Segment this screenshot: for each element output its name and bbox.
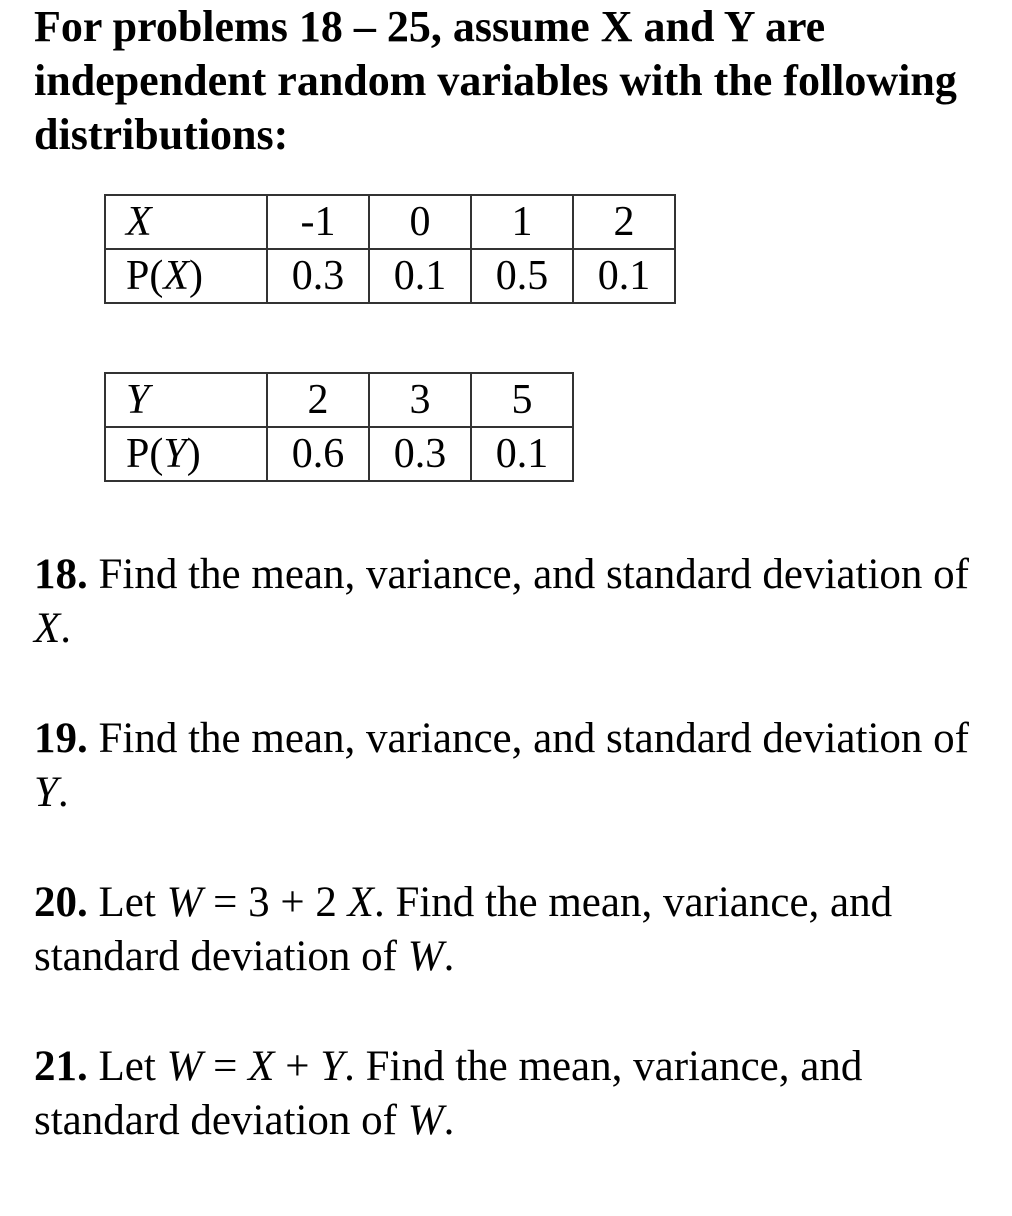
table-x-prob: 0.1	[573, 249, 675, 303]
math-variable: W	[166, 879, 203, 926]
problem-number: 20.	[34, 879, 88, 926]
problem-21	[34, 1040, 994, 1148]
table-x-var-label: X	[105, 195, 267, 249]
math-variable: Y	[34, 769, 58, 816]
problem-text: . Find the mean, variance, and standard deviation of	[34, 879, 893, 980]
table-x-probs-row	[105, 249, 675, 303]
table-y-var-label: Y	[105, 373, 267, 427]
table-x-value: 1	[471, 195, 573, 249]
problem-18	[34, 548, 994, 656]
prob-label-var: Y	[163, 431, 187, 477]
problem-text: =	[202, 1043, 249, 1090]
math-variable: W	[166, 1043, 203, 1090]
table-y-probs-row	[105, 427, 573, 481]
table-y-prob: 0.6	[267, 427, 369, 481]
table-y-value: 3	[369, 373, 471, 427]
problem-set-intro: For problems 18 – 25, assume X and Y are independent random variables with the following distributions:	[34, 2, 957, 159]
table-y-value: 2	[267, 373, 369, 427]
table-x-prob-label	[105, 249, 267, 303]
problem-19	[34, 712, 994, 820]
problem-text: Find the mean, variance, and standard deviation of	[87, 715, 969, 762]
problem-text: +	[274, 1043, 321, 1090]
math-variable: X	[248, 1043, 275, 1090]
table-x-values-row	[105, 195, 675, 249]
prob-label-suffix: )	[186, 431, 201, 477]
table-x-value: 2	[573, 195, 675, 249]
problem-text: Find the mean, variance, and standard deviation of	[87, 551, 969, 598]
problem-text: Let	[87, 879, 167, 926]
table-y-prob: 0.1	[471, 427, 573, 481]
table-x-prob: 0.1	[369, 249, 471, 303]
prob-label-prefix: P(	[126, 253, 164, 299]
prob-label-var: X	[163, 253, 190, 299]
distribution-table-y	[104, 372, 574, 482]
table-x-value: -1	[267, 195, 369, 249]
math-variable: W	[407, 933, 444, 980]
problem-text: .	[443, 933, 455, 980]
problem-text: .	[60, 605, 72, 652]
problem-20	[34, 876, 994, 984]
distribution-table-x	[104, 194, 676, 304]
prob-label-suffix: )	[189, 253, 204, 299]
table-x-value: 0	[369, 195, 471, 249]
table-y-prob: 0.3	[369, 427, 471, 481]
table-y-value: 5	[471, 373, 573, 427]
problem-number: 19.	[34, 715, 88, 762]
math-variable: X	[347, 879, 374, 926]
problem-number: 21.	[34, 1043, 88, 1090]
table-x-prob: 0.5	[471, 249, 573, 303]
math-variable: W	[407, 1097, 444, 1144]
prob-label-prefix: P(	[126, 431, 164, 477]
problem-text: . Find the mean, variance, and standard deviation of	[34, 1043, 863, 1144]
problem-text: .	[443, 1097, 455, 1144]
problem-number: 18.	[34, 551, 88, 598]
table-y-values-row	[105, 373, 573, 427]
table-y-prob-label	[105, 427, 267, 481]
math-variable: X	[34, 605, 61, 652]
problem-text: Let	[87, 1043, 167, 1090]
math-variable: Y	[320, 1043, 345, 1090]
problem-text: .	[57, 769, 69, 816]
problem-text: = 3 + 2	[202, 879, 348, 926]
table-x-prob: 0.3	[267, 249, 369, 303]
